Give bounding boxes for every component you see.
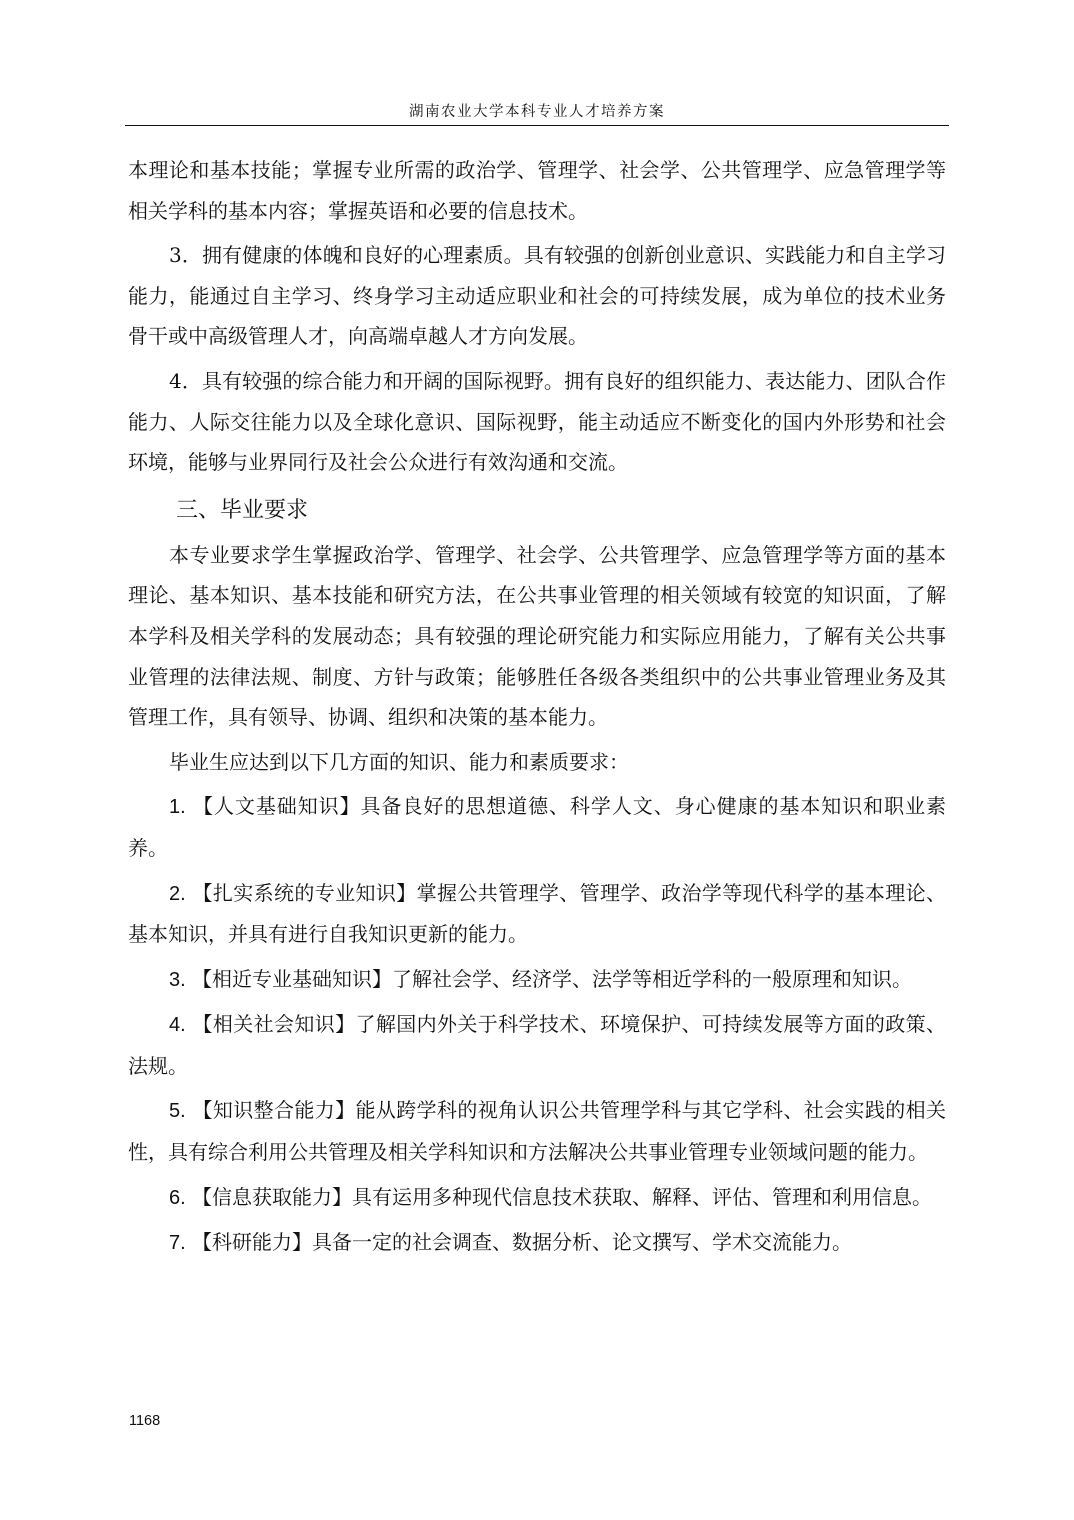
running-header: 湖南农业大学本科专业人才培养方案	[409, 104, 665, 120]
header-rule	[125, 125, 949, 126]
paragraph-continued: 本理论和基本技能；掌握专业所需的政治学、管理学、社会学、公共管理学、应急管理学等相关学科的基本内容；掌握英语和必要的信息技术。	[128, 158, 946, 223]
requirement-number: 3.	[169, 968, 186, 991]
requirement-text: 【人文基础知识】具备良好的思想道德、科学人文、身心健康的基本知识和职业素养。	[128, 794, 947, 860]
requirement-text: 【扎实系统的专业知识】掌握公共管理学、管理学、政治学等现代科学的基本理论、基本知识，并具有进行自我知识更新的能力。	[128, 880, 947, 947]
requirements-lead: 毕业生应达到以下几方面的知识、能力和素质要求：	[169, 749, 629, 774]
requirement-number: 6.	[169, 1186, 186, 1209]
page-body	[128, 150, 946, 1264]
requirement-text: 【信息获取能力】具有运用多种现代信息技术获取、解释、评估、管理和利用信息。	[192, 1184, 933, 1209]
requirement-number: 5.	[169, 1100, 186, 1123]
objective-item-4: 4．具有较强的综合能力和开阔的国际视野。拥有良好的组织能力、表达能力、团队合作能力、人际交往能力以及全球化意识、国际视野，能主动适应不断变化的国内外形势和社会环境，能够与业界同行及社会公众进行有效沟通和交流。	[128, 368, 946, 475]
requirement-item	[128, 1177, 946, 1219]
requirement-item	[128, 1222, 946, 1264]
requirement-number: 7.	[169, 1232, 186, 1255]
requirement-number: 2.	[169, 882, 186, 905]
requirement-item	[128, 1090, 946, 1172]
page-number: 1168	[129, 1413, 161, 1429]
requirement-text: 【相关社会知识】了解国内外关于科学技术、环境保护、可持续发展等方面的政策、法规。	[128, 1012, 947, 1078]
objective-item-3: 3．拥有健康的体魄和良好的心理素质。具有较强的创新创业意识、实践能力和自主学习能力，能通过自主学习、终身学习主动适应职业和社会的可持续发展，成为单位的技术业务骨干或中高级管理人才，向高端卓越人才方向发展。	[128, 243, 946, 349]
requirement-text: 【科研能力】具备一定的社会调查、数据分析、论文撰写、学术交流能力。	[192, 1230, 853, 1255]
requirement-item	[128, 873, 946, 955]
requirement-number: 4.	[169, 1014, 186, 1037]
requirement-item	[128, 786, 946, 868]
requirement-item	[128, 959, 946, 1001]
requirement-text: 【知识整合能力】能从跨学科的视角认识公共管理学科与其它学科、社会实践的相关性，具有综合利用公共管理及相关学科知识和方法解决公共事业管理专业领域问题的能力。	[128, 1098, 947, 1165]
requirement-number: 1.	[169, 796, 186, 819]
section-intro: 本专业要求学生掌握政治学、管理学、社会学、公共管理学、应急管理学等方面的基本理论、基本知识、基本技能和研究方法，在公共事业管理的相关领域有较宽的知识面，了解本学科及相关学科的发展动态；具有较强的理论研究能力和实际应用能力，了解有关公共事业管理的法律法规、制度、方针与政策；能够胜任各级各类组织中的公共事业管理业务及其管理工作，具有领导、协调、组织和决策的基本能力。	[128, 542, 946, 730]
section-heading: 三、毕业要求	[176, 497, 309, 523]
requirement-item	[128, 1004, 946, 1086]
requirement-text: 【相近专业基础知识】了解社会学、经济学、法学等相近学科的一般原理和知识。	[192, 966, 913, 991]
